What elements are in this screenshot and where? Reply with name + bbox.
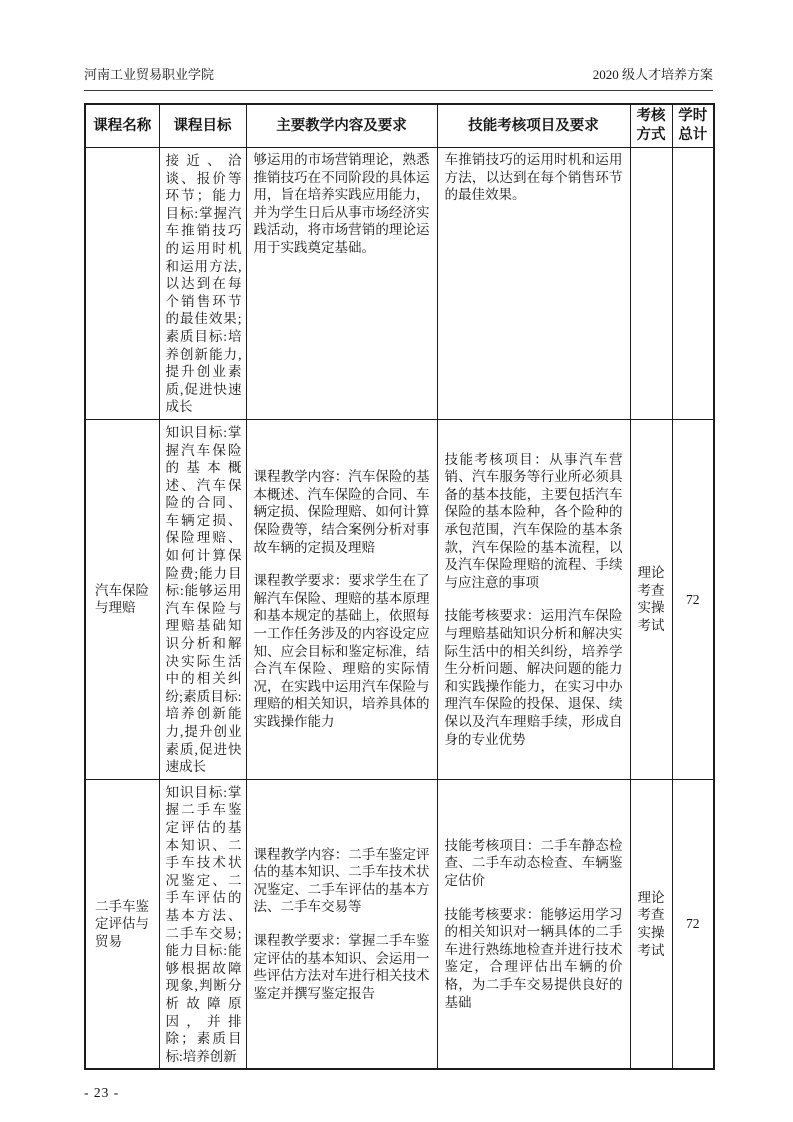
- hours-text: 72: [686, 916, 700, 932]
- cell-teaching-content: [246, 419, 437, 779]
- cell-objectives: [159, 419, 246, 779]
- cell-course-name: [85, 779, 159, 1069]
- course-name-text: 二手车鉴定评估与贸易: [95, 898, 149, 949]
- method-text: 理论考查实操考试: [637, 565, 665, 633]
- col-header-method: 考核方式: [630, 104, 672, 148]
- col-header-content: 主要教学内容及要求: [246, 104, 437, 148]
- col-header-objectives: 课程目标: [159, 104, 246, 148]
- cell-method: [630, 148, 672, 420]
- table-row-insurance: [85, 419, 714, 779]
- col-header-assessment: 技能考核项目及要求: [437, 104, 630, 148]
- paragraph: 够运用的市场营销理论，熟悉推销技巧在不同阶段的具体运用，旨在培养实践应用能力，并为学生日后从事市场经济实践活动，将市场营销的理论运用于实践奠定基础。: [253, 152, 430, 255]
- document-header: [84, 64, 713, 91]
- cell-method: [630, 779, 672, 1069]
- page-number: - 23 -: [84, 1085, 120, 1101]
- paragraph: 课程教学内容：二手车鉴定评估的基本知识、二手车技术状况鉴定、二手车评估的基本方法、二手车交易等: [253, 846, 430, 915]
- cell-teaching-content: [246, 148, 437, 420]
- cell-skill-assessment: [437, 148, 630, 420]
- paragraph: 技能考核项目：二手车静态检查、二手车动态检查、车辆鉴定估价: [444, 837, 623, 889]
- cell-skill-assessment: [437, 779, 630, 1069]
- cell-method: [630, 419, 672, 779]
- paragraph: 技能考核要求：运用汽车保险与理赔基础知识分析和解决实际生活中的相关纠纷，培养学生分析问题、解决问题的能力和实践操作能力，在实习中办理汽车保险的投保、退保、续保以及汽车理赔手续，形成自身的专业优势: [444, 608, 623, 747]
- cell-objectives: [159, 779, 246, 1069]
- objectives-text: 知识目标:掌握二手车鉴定评估的基本知识、二手车技术状况鉴定、二手车评估的基本方法、二手车交易;能力目标:能够根据故障现象,判断分析故障原因，并排除；素质目标:培养创新: [165, 784, 242, 1064]
- cell-hours: [672, 148, 714, 420]
- paragraph: 技能考核要求：能够运用学习的相关知识对一辆具体的二手车进行熟练地检查并进行技术鉴定，合理评估出车辆的价格，为二手车交易提供良好的基础: [444, 906, 623, 1010]
- objectives-text: 接近、洽谈、报价等环节；能力目标:掌握汽车推销技巧的运用时机和运用方法,以达到在每个销售环节的最佳效果;素质目标:培养创新能力,提升创业素质,促进快速成长: [165, 153, 242, 415]
- cell-skill-assessment: [437, 419, 630, 779]
- col-header-hours: 学时总计: [672, 104, 714, 148]
- hours-text: 72: [686, 591, 700, 607]
- paragraph: 课程教学要求：要求学生在了解汽车保险、理赔的基本原理和基本规定的基础上，依照每一工作任务涉及的内容设定应知、应会目标和鉴定标准，结合汽车保险、理赔的实际情况，在实践中运用汽车保险与理赔的相关知识，培养具体的实践操作能力: [253, 573, 430, 729]
- cell-hours: [672, 419, 714, 779]
- header-school-name: 河南工业贸易职业学院: [84, 67, 215, 82]
- paragraph: 车推销技巧的运用时机和运用方法，以达到在每个销售环节的最佳效果。: [444, 152, 623, 203]
- paragraph: 课程教学要求：掌握二手车鉴定评估的基本知识、会运用一些评估方法对车进行相关技术鉴定并撰写鉴定报告: [253, 933, 430, 1001]
- objectives-text: 知识目标:掌握汽车保险的基本概述、汽车保险的合同、车辆定损、保险理赔、如何计算保险费;能力目标:能够运用汽车保险与理赔基础知识分析和解决实际生活中的相关纠纷;素质目标:培养创新能力,提升创业素质,促进快速成长: [165, 424, 242, 775]
- cell-course-name: [85, 419, 159, 779]
- table-row-used-car: [85, 779, 714, 1069]
- table-header-row: [85, 104, 714, 148]
- course-name-text: 汽车保险与理赔: [95, 582, 149, 616]
- header-program-title: 2020 级人才培养方案: [592, 67, 713, 82]
- cell-teaching-content: [246, 779, 437, 1069]
- method-text: 理论考查实操考试: [637, 889, 665, 958]
- table-row-continued: [85, 148, 714, 420]
- col-header-course-name: 课程名称: [85, 104, 159, 148]
- paragraph: 技能考核项目：从事汽车营销、汽车服务等行业所必须具备的基本技能，主要包括汽车保险的基本险种，各个险种的承包范围，汽车保险的基本条款，汽车保险的基本流程，以及汽车保险理赔的流程、手续与应注意的事项: [444, 451, 623, 590]
- paragraph: 课程教学内容：汽车保险的基本概述、汽车保险的合同、车辆定损、保险理赔、如何计算保险费等，结合案例分析对事故车辆的定损及理赔: [253, 469, 430, 555]
- cell-hours: [672, 779, 714, 1069]
- cell-course-name: [85, 148, 159, 420]
- course-table: [84, 103, 715, 1070]
- cell-objectives: [159, 148, 246, 420]
